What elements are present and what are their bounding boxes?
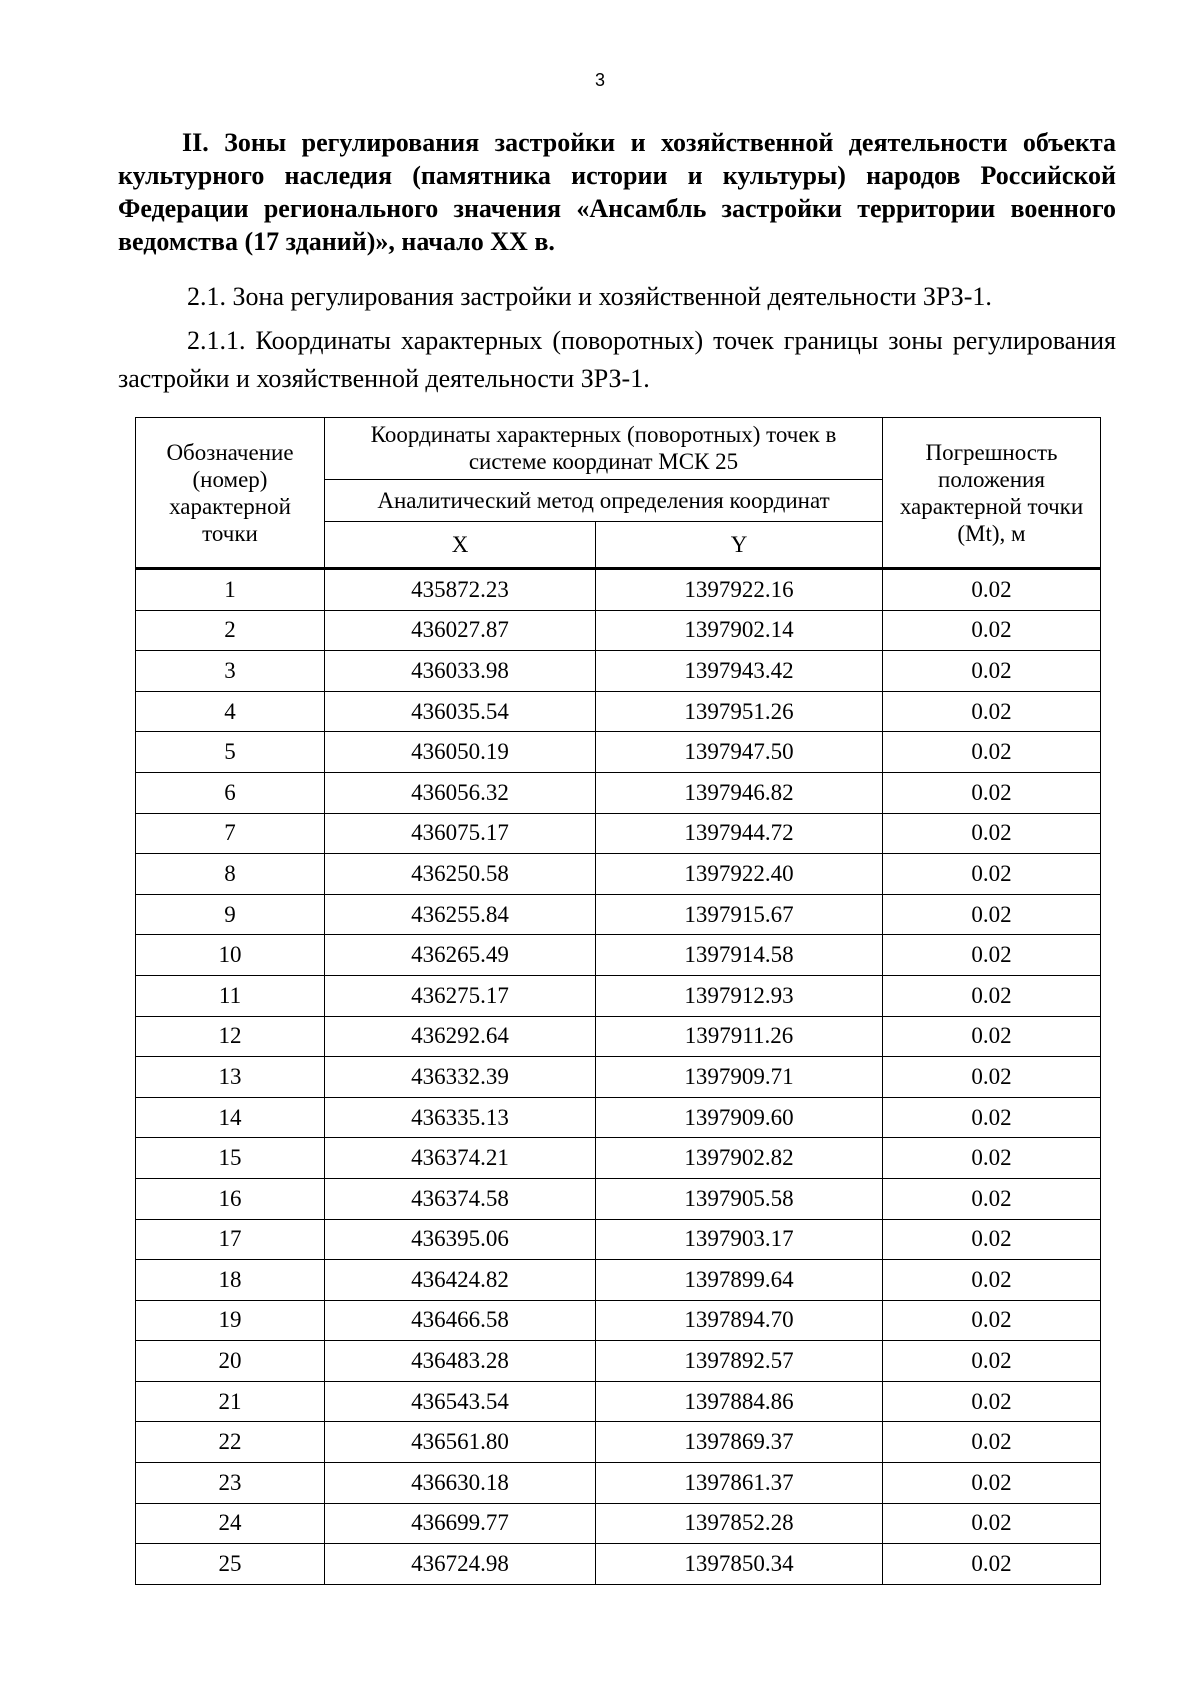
cell-y: 1397884.86	[596, 1381, 883, 1422]
cell-x: 436374.58	[325, 1178, 596, 1219]
cell-point-number: 24	[136, 1503, 325, 1544]
cell-point-number: 3	[136, 651, 325, 692]
cell-error: 0.02	[883, 732, 1101, 773]
cell-point-number: 14	[136, 1097, 325, 1138]
cell-error: 0.02	[883, 1341, 1101, 1382]
table-header	[136, 418, 1101, 569]
table-row	[136, 1178, 1101, 1219]
cell-point-number: 15	[136, 1138, 325, 1179]
cell-point-number: 21	[136, 1381, 325, 1422]
cell-x: 435872.23	[325, 569, 596, 611]
cell-point-number: 11	[136, 975, 325, 1016]
cell-y: 1397915.67	[596, 894, 883, 935]
table-row	[136, 569, 1101, 611]
table-body	[136, 569, 1101, 1585]
cell-error: 0.02	[883, 1219, 1101, 1260]
cell-error: 0.02	[883, 1300, 1101, 1341]
cell-y: 1397892.57	[596, 1341, 883, 1382]
cell-point-number: 4	[136, 691, 325, 732]
table-row	[136, 1016, 1101, 1057]
cell-x: 436027.87	[325, 610, 596, 651]
page-number: 3	[594, 70, 605, 90]
cell-y: 1397914.58	[596, 935, 883, 976]
cell-point-number: 20	[136, 1341, 325, 1382]
cell-point-number: 19	[136, 1300, 325, 1341]
cell-error: 0.02	[883, 651, 1101, 692]
cell-y: 1397861.37	[596, 1463, 883, 1504]
cell-y: 1397909.60	[596, 1097, 883, 1138]
cell-y: 1397944.72	[596, 813, 883, 854]
coordinates-table	[135, 417, 1101, 1585]
cell-x: 436050.19	[325, 732, 596, 773]
cell-point-number: 25	[136, 1544, 325, 1585]
table-row	[136, 1057, 1101, 1098]
cell-x: 436075.17	[325, 813, 596, 854]
cell-point-number: 2	[136, 610, 325, 651]
section-heading	[118, 126, 1116, 258]
cell-error: 0.02	[883, 691, 1101, 732]
cell-point-number: 17	[136, 1219, 325, 1260]
cell-y: 1397905.58	[596, 1178, 883, 1219]
cell-point-number: 5	[136, 732, 325, 773]
cell-point-number: 18	[136, 1260, 325, 1301]
cell-y: 1397902.14	[596, 610, 883, 651]
cell-error: 0.02	[883, 1260, 1101, 1301]
cell-error: 0.02	[883, 1381, 1101, 1422]
table-row	[136, 1300, 1101, 1341]
cell-point-number: 9	[136, 894, 325, 935]
table-row	[136, 1138, 1101, 1179]
cell-error: 0.02	[883, 1503, 1101, 1544]
table-row	[136, 1381, 1101, 1422]
cell-point-number: 1	[136, 569, 325, 611]
cell-x: 436033.98	[325, 651, 596, 692]
table-row	[136, 894, 1101, 935]
table-row	[136, 1422, 1101, 1463]
cell-y: 1397947.50	[596, 732, 883, 773]
cell-x: 436255.84	[325, 894, 596, 935]
paragraph-2-1-text: 2.1. Зона регулирования застройки и хозяйственной деятельности ЗРЗ-1.	[187, 282, 992, 311]
header-error: Погрешность положения характерной точки (Mt), м	[883, 418, 1101, 569]
cell-x: 436292.64	[325, 1016, 596, 1057]
cell-error: 0.02	[883, 1463, 1101, 1504]
header-x: X	[325, 522, 596, 569]
cell-y: 1397850.34	[596, 1544, 883, 1585]
cell-x: 436483.28	[325, 1341, 596, 1382]
cell-x: 436630.18	[325, 1463, 596, 1504]
cell-x: 436699.77	[325, 1503, 596, 1544]
cell-point-number: 23	[136, 1463, 325, 1504]
table-row	[136, 732, 1101, 773]
table-row	[136, 651, 1101, 692]
cell-point-number: 6	[136, 772, 325, 813]
cell-error: 0.02	[883, 935, 1101, 976]
paragraph-2-1-1	[118, 322, 1116, 398]
section-heading-text: II. Зоны регулирования застройки и хозяйственной деятельности объекта культурного наследия (памятника истории и культуры) народов Российской Федерации регионального значения «Ансамбль застройки территории военного ведомства (17 зданий)», начало ХХ в.	[118, 128, 1116, 256]
table-row	[136, 772, 1101, 813]
cell-y: 1397911.26	[596, 1016, 883, 1057]
cell-x: 436275.17	[325, 975, 596, 1016]
table-row	[136, 1219, 1101, 1260]
cell-error: 0.02	[883, 772, 1101, 813]
table-row	[136, 610, 1101, 651]
table-row	[136, 813, 1101, 854]
table-row	[136, 1463, 1101, 1504]
cell-x: 436395.06	[325, 1219, 596, 1260]
table-row	[136, 691, 1101, 732]
cell-x: 436265.49	[325, 935, 596, 976]
cell-x: 436561.80	[325, 1422, 596, 1463]
header-y: Y	[596, 522, 883, 569]
table-row	[136, 854, 1101, 895]
paragraph-2-1-1-text: 2.1.1. Координаты характерных (поворотных) точек границы зоны регулирования застройки и хозяйственной деятельности ЗРЗ-1.	[118, 326, 1116, 393]
cell-error: 0.02	[883, 854, 1101, 895]
cell-y: 1397946.82	[596, 772, 883, 813]
cell-point-number: 16	[136, 1178, 325, 1219]
cell-point-number: 22	[136, 1422, 325, 1463]
cell-y: 1397922.16	[596, 569, 883, 611]
cell-y: 1397894.70	[596, 1300, 883, 1341]
cell-error: 0.02	[883, 813, 1101, 854]
cell-y: 1397943.42	[596, 651, 883, 692]
table-row	[136, 1341, 1101, 1382]
table-row	[136, 975, 1101, 1016]
cell-point-number: 7	[136, 813, 325, 854]
cell-y: 1397852.28	[596, 1503, 883, 1544]
cell-x: 436543.54	[325, 1381, 596, 1422]
cell-x: 436056.32	[325, 772, 596, 813]
cell-error: 0.02	[883, 1178, 1101, 1219]
header-point-number: Обозначение (номер) характерной точки	[136, 418, 325, 569]
cell-point-number: 8	[136, 854, 325, 895]
cell-x: 436250.58	[325, 854, 596, 895]
header-coordinates-group: Координаты характерных (поворотных) точек в системе координат МСК 25	[325, 418, 883, 480]
cell-error: 0.02	[883, 975, 1101, 1016]
cell-error: 0.02	[883, 1057, 1101, 1098]
cell-x: 436466.58	[325, 1300, 596, 1341]
header-method: Аналитический метод определения координат	[325, 479, 883, 522]
cell-error: 0.02	[883, 1138, 1101, 1179]
cell-error: 0.02	[883, 1544, 1101, 1585]
table-row	[136, 1260, 1101, 1301]
cell-y: 1397903.17	[596, 1219, 883, 1260]
cell-error: 0.02	[883, 894, 1101, 935]
cell-error: 0.02	[883, 1422, 1101, 1463]
table-row	[136, 1503, 1101, 1544]
cell-x: 436035.54	[325, 691, 596, 732]
cell-y: 1397869.37	[596, 1422, 883, 1463]
cell-y: 1397902.82	[596, 1138, 883, 1179]
cell-error: 0.02	[883, 1016, 1101, 1057]
cell-x: 436335.13	[325, 1097, 596, 1138]
cell-error: 0.02	[883, 569, 1101, 611]
paragraph-2-1	[118, 278, 1116, 316]
table-row	[136, 1544, 1101, 1585]
cell-x: 436424.82	[325, 1260, 596, 1301]
cell-error: 0.02	[883, 1097, 1101, 1138]
cell-x: 436374.21	[325, 1138, 596, 1179]
cell-point-number: 13	[136, 1057, 325, 1098]
cell-x: 436332.39	[325, 1057, 596, 1098]
cell-y: 1397909.71	[596, 1057, 883, 1098]
cell-point-number: 12	[136, 1016, 325, 1057]
cell-y: 1397912.93	[596, 975, 883, 1016]
cell-point-number: 10	[136, 935, 325, 976]
cell-x: 436724.98	[325, 1544, 596, 1585]
table-row	[136, 935, 1101, 976]
cell-error: 0.02	[883, 610, 1101, 651]
cell-y: 1397951.26	[596, 691, 883, 732]
cell-y: 1397922.40	[596, 854, 883, 895]
table-row	[136, 1097, 1101, 1138]
cell-y: 1397899.64	[596, 1260, 883, 1301]
